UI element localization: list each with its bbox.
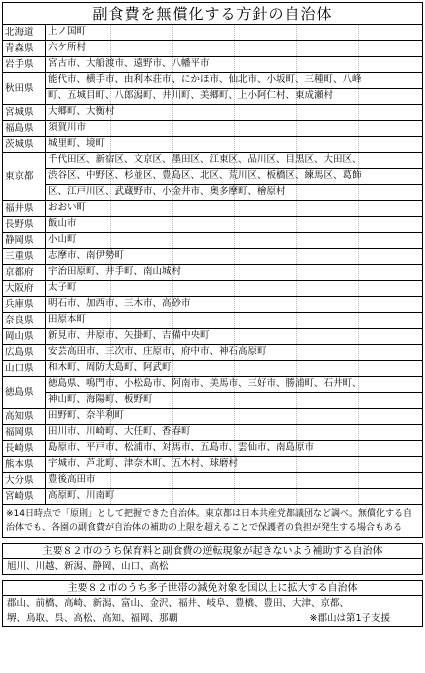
prefecture-cell: 福井県 <box>3 201 46 217</box>
table-row <box>3 425 423 441</box>
municipalities-text: 田野町、奈半利町 <box>48 410 125 421</box>
multi-child-line-2: 堺、鳥取、呉、高松、高知、福岡、那覇 <box>7 613 179 624</box>
prefecture-cell: 岩手県 <box>3 57 46 73</box>
prefecture-cell: 茨城県 <box>3 137 46 153</box>
municipalities-cell <box>46 441 423 457</box>
table-row <box>3 217 423 233</box>
municipalities-cell <box>46 409 423 425</box>
municipalities-cell <box>46 313 423 329</box>
multi-child-heading: 主要８２市のうち多子世帯の減免対象を国以上に拡大する自治体 <box>2 580 423 596</box>
municipalities-cell <box>46 57 423 73</box>
table-row <box>3 377 423 393</box>
municipalities-cell <box>46 185 423 201</box>
table-row <box>3 297 423 313</box>
municipalities-text: 飯山市 <box>48 218 77 229</box>
prefecture-cell: 熊本県 <box>3 457 46 473</box>
municipalities-text: 徳島県、鳴門市、小松島市、阿南市、美馬市、三好市、勝浦町、石井町、 <box>48 378 362 389</box>
municipalities-cell <box>46 393 423 409</box>
sheet <box>2 2 423 627</box>
municipalities-text: 上ノ国町 <box>48 26 87 37</box>
table-row <box>3 41 423 57</box>
municipalities-cell <box>46 297 423 313</box>
municipalities-text: 町、五城目町、八郎潟町、井川町、美郷町、上小阿仁村、東成瀬村 <box>48 90 334 101</box>
municipalities-cell <box>46 217 423 233</box>
municipalities-text: 田川市、川崎町、大任町、香春町 <box>48 426 191 437</box>
municipalities-text: 神山町、海陽町、板野町 <box>48 394 153 405</box>
municipalities-cell <box>46 233 423 249</box>
municipalities-cell <box>46 377 423 393</box>
municipalities-text: 明石市、加西市、三木市、高砂市 <box>48 298 191 309</box>
municipalities-cell <box>46 473 423 489</box>
municipalities-text: 千代田区、新宿区、文京区、墨田区、江東区、品川区、目黒区、大田区、 <box>48 154 362 165</box>
table-row <box>3 25 423 41</box>
prefecture-cell: 高知県 <box>3 409 46 425</box>
table-row <box>3 457 423 473</box>
municipalities-text: 大郷町、大衡村 <box>48 106 115 117</box>
prefecture-cell: 京都府 <box>3 265 46 281</box>
municipalities-text: 田原本町 <box>48 314 87 325</box>
table-row <box>3 361 423 377</box>
municipalities-text: 和木町、周防大島町、阿武町 <box>48 362 172 373</box>
prefecture-cell: 徳島県 <box>3 377 46 409</box>
table-row <box>3 201 423 217</box>
municipalities-cell <box>46 105 423 121</box>
municipalities-cell <box>46 457 423 473</box>
prefecture-cell: 長野県 <box>3 217 46 233</box>
multi-child-line-1: 郡山、前橋、高崎、新潟、富山、金沢、福井、岐阜、豊橋、豊田、大津、京都、 <box>7 598 350 609</box>
table-row <box>3 441 423 457</box>
municipalities-cell <box>46 329 423 345</box>
prefecture-cell: 北海道 <box>3 25 46 41</box>
municipalities-cell <box>46 153 423 169</box>
table-row <box>3 121 423 137</box>
table-row <box>3 153 423 169</box>
municipalities-text: 六ケ所村 <box>48 42 87 53</box>
prefecture-cell: 東京都 <box>3 153 46 201</box>
municipalities-text: 高原町、川南町 <box>48 490 115 501</box>
municipalities-cell <box>46 489 423 505</box>
municipalities-cell <box>46 121 423 137</box>
reversal-subsidy-cities: 旭川、川越、新潟、静岡、山口、高松 <box>2 559 423 575</box>
prefecture-cell: 宮崎県 <box>3 489 46 505</box>
prefecture-cell: 静岡県 <box>3 233 46 249</box>
table-row <box>3 393 423 409</box>
municipalities-cell <box>46 425 423 441</box>
municipalities-cell <box>46 249 423 265</box>
municipalities-cell <box>46 41 423 57</box>
municipalities-cell <box>46 169 423 185</box>
table-row <box>3 169 423 185</box>
municipalities-cell <box>46 265 423 281</box>
table-row <box>3 57 423 73</box>
municipality-table <box>2 24 423 505</box>
prefecture-cell: 大分県 <box>3 473 46 489</box>
municipalities-text: 区、江戸川区、武蔵野市、小金井市、奥多摩町、檜原村 <box>48 186 286 197</box>
table-row <box>3 329 423 345</box>
municipalities-text: 小山町 <box>48 234 77 245</box>
table-row <box>3 473 423 489</box>
prefecture-cell: 長崎県 <box>3 441 46 457</box>
table-row <box>3 105 423 121</box>
municipalities-text: 須賀川市 <box>48 122 87 133</box>
municipalities-text: 渋谷区、中野区、杉並区、豊島区、北区、荒川区、板橋区、練馬区、葛飾 <box>48 170 362 181</box>
page-title: 副食費を無償化する方針の自治体 <box>2 2 423 24</box>
municipalities-cell <box>46 25 423 41</box>
multi-child-cities <box>2 596 423 627</box>
prefecture-cell: 岡山県 <box>3 329 46 345</box>
table-row <box>3 409 423 425</box>
municipalities-cell <box>46 89 423 105</box>
table-row <box>3 233 423 249</box>
prefecture-cell: 青森県 <box>3 41 46 57</box>
prefecture-cell: 福島県 <box>3 121 46 137</box>
table-row <box>3 89 423 105</box>
table-row <box>3 489 423 505</box>
municipalities-text: 宇治田原町、井手町、南山城村 <box>48 266 182 277</box>
municipalities-cell <box>46 201 423 217</box>
table-row <box>3 249 423 265</box>
municipalities-text: 安芸高田市、三次市、庄原市、府中市、神石高原町 <box>48 346 267 357</box>
prefecture-cell: 広島県 <box>3 345 46 361</box>
municipalities-text: 宮古市、大船渡市、遠野市、八幡平市 <box>48 58 210 69</box>
municipalities-text: 能代市、横手市、由利本荘市、にかほ市、仙北市、小坂町、三種町、八峰 <box>48 74 362 85</box>
municipalities-text: おおい町 <box>48 202 87 213</box>
multi-child-footnote: ※郡山は第1子支援 <box>309 613 390 624</box>
municipalities-text: 新見市、井原市、矢掛町、吉備中央町 <box>48 330 210 341</box>
municipalities-text: 宇城市、芦北町、津奈木町、五木村、球磨村 <box>48 458 239 469</box>
prefecture-cell: 秋田県 <box>3 73 46 105</box>
table-row <box>3 73 423 89</box>
table-row <box>3 313 423 329</box>
municipalities-cell <box>46 361 423 377</box>
table-row <box>3 345 423 361</box>
municipalities-cell <box>46 137 423 153</box>
municipalities-text: 志摩市、南伊勢町 <box>48 250 125 261</box>
municipalities-text: 城里町、境町 <box>48 138 106 149</box>
prefecture-cell: 兵庫県 <box>3 297 46 313</box>
prefecture-cell: 奈良県 <box>3 313 46 329</box>
prefecture-cell: 三重県 <box>3 249 46 265</box>
municipalities-text: 豊後高田市 <box>48 474 96 485</box>
prefecture-cell: 山口県 <box>3 361 46 377</box>
prefecture-cell: 宮城県 <box>3 105 46 121</box>
footnote: ※14日時点で「原則」として把握できた自治体。東京都は日本共産党都議団など調べ。無償化する自治体でも、各園の副食費が自治体の補助の上限を超えることで保護者の負担が発生する場合もある <box>2 505 423 538</box>
municipalities-text: 島原市、平戸市、松浦市、対馬市、五島市、雲仙市、南島原市 <box>48 442 315 453</box>
table-row <box>3 137 423 153</box>
prefecture-cell: 大阪府 <box>3 281 46 297</box>
municipalities-cell <box>46 281 423 297</box>
prefecture-cell: 福岡県 <box>3 425 46 441</box>
table-row <box>3 185 423 201</box>
municipalities-cell <box>46 345 423 361</box>
reversal-subsidy-heading: 主要８２市のうち保育料と副食費の逆転現象が起きないよう補助する自治体 <box>2 543 423 559</box>
table-row <box>3 281 423 297</box>
municipalities-cell <box>46 73 423 89</box>
table-row <box>3 265 423 281</box>
municipalities-text: 太子町 <box>48 282 77 293</box>
